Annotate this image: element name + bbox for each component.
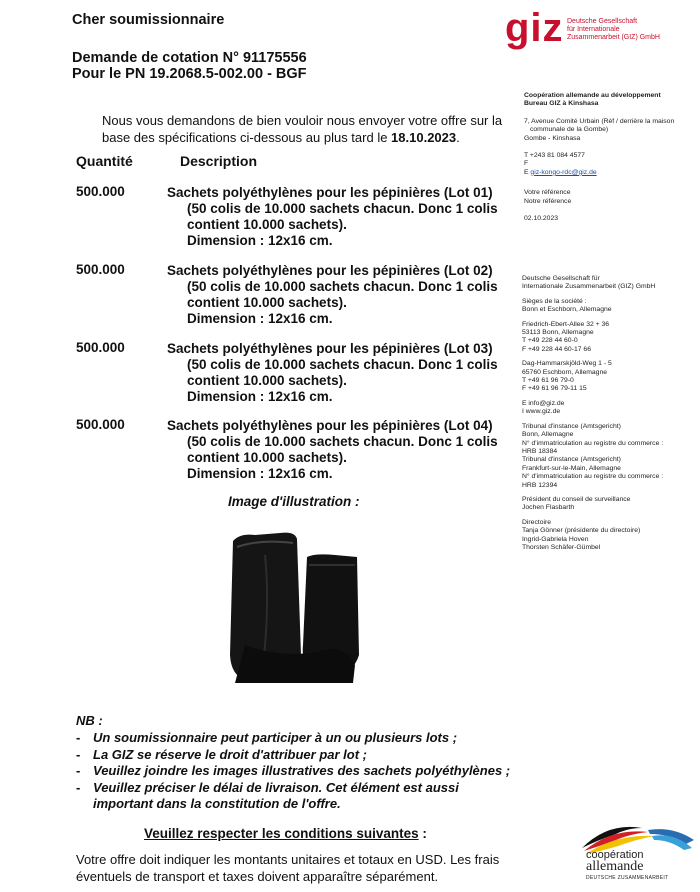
eschborn-line: T +49 61 96 79-0 — [522, 377, 574, 385]
desc-line: (50 colis de 10.000 sachets chacun. Donc 1 colis — [187, 279, 498, 294]
letter-date: 02.10.2023 — [524, 215, 559, 223]
quantity-header: Quantité — [76, 153, 133, 169]
your-reference: Votre référence — [524, 189, 571, 197]
bonn-line: F +49 228 44 60-17 66 — [522, 345, 591, 353]
desc-line: Dimension : 12x16 cm. — [187, 466, 333, 481]
office-line: Coopération allemande au développement — [524, 92, 661, 99]
giz-logo — [505, 6, 675, 52]
bonn-line: T +49 228 44 60-0 — [522, 337, 578, 345]
project-number: Pour le PN 19.2068.5-002.00 - BGF — [72, 66, 307, 82]
row-description — [167, 263, 512, 327]
description-header: Description — [180, 153, 258, 169]
desc-line: contient 10.000 sachets). — [187, 217, 347, 232]
desc-line: Sachets polyéthylènes pour les pépinières (Lot 02) — [167, 263, 493, 278]
court-line: Bonn, Allemagne — [522, 431, 574, 439]
bonn-line: Friedrich-Ebert-Allee 32 + 36 — [522, 320, 610, 328]
nb-title: NB : — [76, 713, 103, 728]
court-line: N° d'immatriculation au registre du commerce : — [522, 473, 664, 481]
direction-line: Ingrid-Gabriela Hoven — [522, 535, 589, 543]
court-line: N° d'immatriculation au registre du commerce : — [522, 439, 664, 447]
giz-wordmark: giz — [505, 6, 564, 50]
nb-item: - Un soumissionnaire peut participer à un ou plusieurs lots ; — [76, 730, 521, 747]
desc-line: (50 colis de 10.000 sachets chacun. Donc 1 colis — [187, 434, 498, 449]
eschborn-line: Dag-Hammarskjöld-Weg 1 - 5 — [522, 360, 612, 368]
eschborn-line: 65760 Eschborn, Allemagne — [522, 368, 608, 376]
web-line: E info@giz.de — [522, 399, 565, 407]
address-line: 7, Avenue Comité Urbain (Réf / derrière la maison — [524, 117, 675, 125]
sidebar-contact — [524, 92, 699, 223]
company-line: Deutsche Gesellschaft für — [522, 275, 600, 282]
board-line: Jochen Flasbarth — [522, 504, 575, 512]
bonn-line: 53113 Bonn, Allemagne — [522, 329, 594, 337]
phone: T +243 81 084 4577 — [524, 152, 585, 160]
our-reference: Notre référence — [524, 197, 572, 205]
desc-line: contient 10.000 sachets). — [187, 295, 347, 310]
desc-line: Dimension : 12x16 cm. — [187, 389, 333, 404]
email-label: E — [524, 168, 531, 176]
giz-logo-line: Zusammenarbeit (GIZ) GmbH — [567, 34, 660, 41]
illustration-caption: Image d'illustration : — [228, 494, 360, 509]
coop-line3: DEUTSCHE ZUSAMMENARBEIT — [586, 875, 669, 881]
coop-line2: allemande — [586, 859, 644, 874]
nb-list — [76, 730, 521, 813]
board-line: Président du conseil de surveillance — [522, 495, 631, 503]
deadline-date: 18.10.2023 — [391, 130, 457, 145]
office-line: Bureau GIZ à Kinshasa — [524, 100, 599, 108]
conditions-colon: : — [418, 826, 427, 841]
nb-item: - Veuillez préciser le délai de livraison. Cet élément est aussi important dans la constitution de l'offre. — [76, 780, 521, 813]
row-description — [167, 418, 512, 482]
desc-line: Dimension : 12x16 cm. — [187, 311, 333, 326]
giz-logo-line: Deutsche Gesellschaft — [567, 18, 638, 25]
desc-line: contient 10.000 sachets). — [187, 450, 347, 465]
row-quantity: 500.000 — [76, 340, 125, 355]
quotation-number: Demande de cotation N° 91175556 — [72, 50, 307, 66]
intro-text-end: . — [456, 130, 460, 145]
intro-paragraph — [102, 112, 507, 146]
court-line: HRB 12394 — [522, 481, 558, 489]
direction-line: Directoire — [522, 518, 552, 526]
desc-line: (50 colis de 10.000 sachets chacun. Donc 1 colis — [187, 357, 498, 372]
desc-line: Sachets polyéthylènes pour les pépinières (Lot 01) — [167, 185, 493, 200]
address-line: communale de la Gombe) — [530, 126, 609, 134]
company-line: Internationale Zusammenarbeit (GIZ) GmbH — [522, 283, 656, 291]
fax: F — [524, 160, 529, 168]
row-description — [167, 341, 512, 405]
email-link[interactable]: giz-kongo-rdc@giz.de — [530, 168, 597, 176]
desc-line: (50 colis de 10.000 sachets chacun. Donc 1 colis — [187, 201, 498, 216]
direction-line: Tanja Gönner (présidente du directoire) — [522, 527, 641, 535]
conditions-heading — [144, 826, 427, 841]
nb-item: - Veuillez joindre les images illustratives des sachets polyéthylènes ; — [76, 763, 521, 780]
coop-line1: coopération — [586, 849, 644, 861]
court-line: Tribunal d'instance (Amtsgericht) — [522, 422, 621, 430]
court-line: Frankfurt-sur-le-Main, Allemagne — [522, 464, 621, 472]
row-description — [167, 185, 512, 249]
web-line: I www.giz.de — [522, 408, 561, 416]
desc-line: Sachets polyéthylènes pour les pépinières (Lot 04) — [167, 418, 493, 433]
email-row — [524, 169, 699, 177]
row-quantity: 500.000 — [76, 262, 125, 277]
desc-line: contient 10.000 sachets). — [187, 373, 347, 388]
row-quantity: 500.000 — [76, 184, 125, 199]
desc-line: Sachets polyéthylènes pour les pépinières (Lot 03) — [167, 341, 493, 356]
sidebar-company — [522, 275, 700, 552]
eschborn-line: F +49 61 96 79-11 15 — [522, 385, 587, 393]
seats-line: Bonn et Eschborn, Allemagne — [522, 306, 612, 314]
intro-text: Nous vous demandons de bien vouloir nous envoyer votre offre sur la base des spécifications ci-dessous au plus tard le — [102, 113, 503, 145]
conditions-text: Votre offre doit indiquer les montants unitaires et totaux en USD. Les frais éventuels de transport et taxes doivent apparaître séparément. — [76, 852, 500, 884]
cooperation-allemande-logo — [578, 818, 696, 888]
nb-item: - La GIZ se réserve le droit d'attribuer par lot ; — [76, 747, 521, 764]
conditions-title: Veuillez respecter les conditions suivantes — [144, 826, 419, 841]
desc-line: Dimension : 12x16 cm. — [187, 233, 333, 248]
giz-logo-line: für Internationale — [567, 26, 620, 33]
seats-line: Sièges de la société : — [522, 297, 587, 305]
court-line: HRB 18384 — [522, 447, 558, 455]
address-line: Gombe - Kinshasa — [524, 134, 581, 142]
bag-illustration — [225, 525, 365, 685]
direction-line: Thorsten Schäfer-Gümbel — [522, 543, 601, 551]
greeting: Cher soumissionnaire — [72, 12, 225, 28]
row-quantity: 500.000 — [76, 417, 125, 432]
court-line: Tribunal d'instance (Amtsgericht) — [522, 456, 621, 464]
